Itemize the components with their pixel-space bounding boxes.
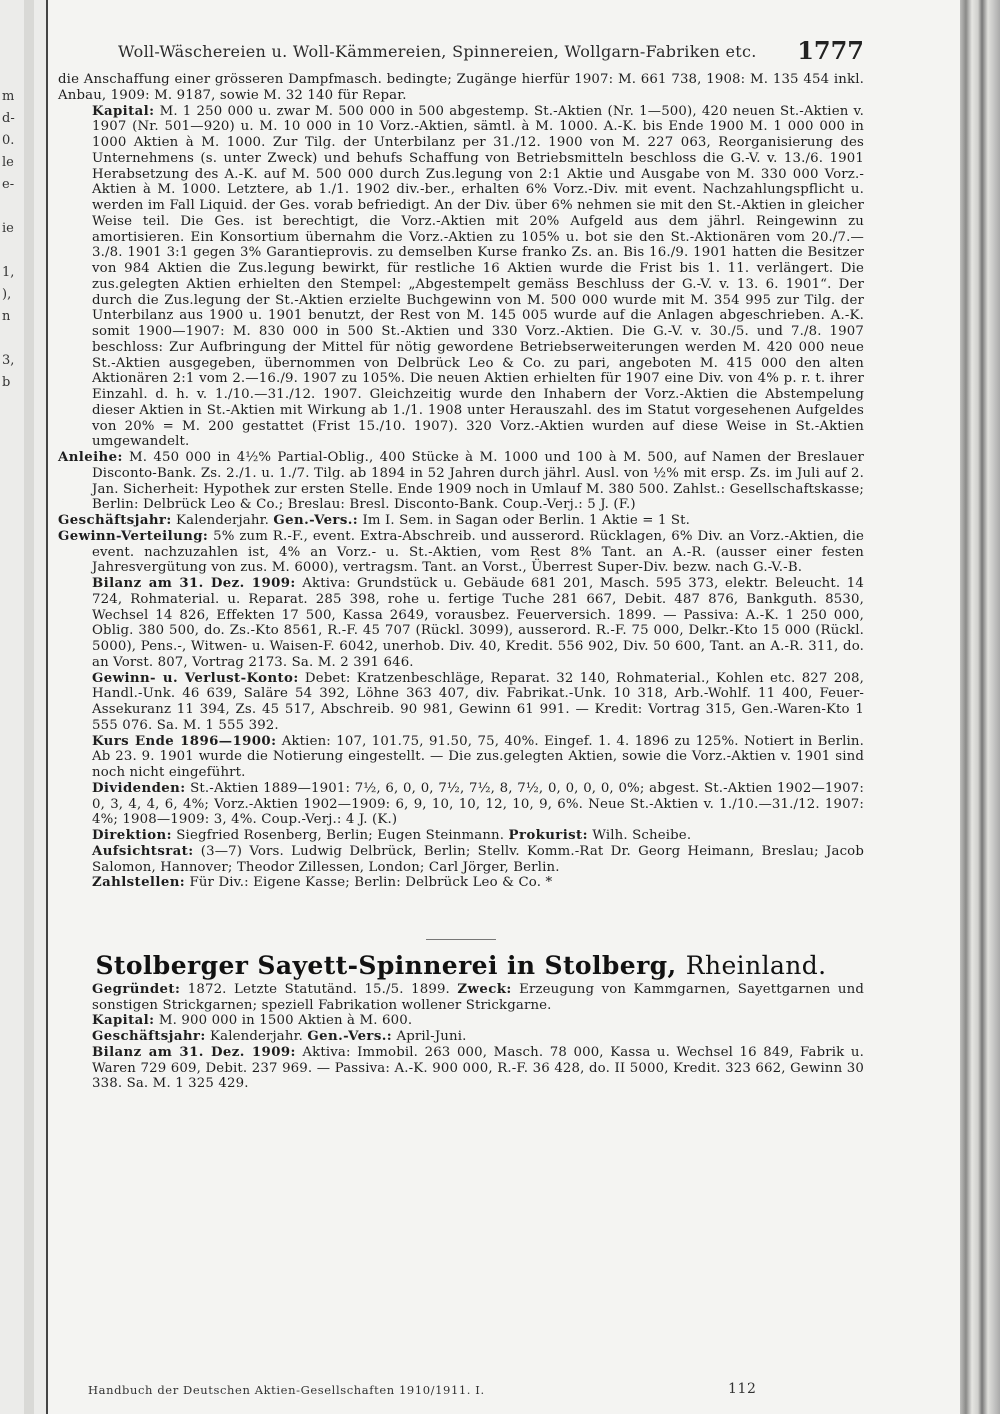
gegruendet-text: 1872. Letzte Statutänd. 15./5. 1899. [187, 981, 450, 997]
second-kapital-label: Kapital: [92, 1013, 155, 1029]
second-genvers-text: April-Juni. [396, 1029, 467, 1044]
right-page-edge [960, 0, 1000, 1414]
margin-fragment: 1, [2, 265, 15, 280]
company-name: Stolberger Sayett-Spinnerei in Stolberg, [95, 951, 677, 980]
gegruendet-label: Gegründet: [92, 981, 181, 997]
direktion-text: Siegfried Rosenberg, Berlin; Eugen Steinmann. [176, 828, 505, 843]
kurs-text: Aktien: 107, 101.75, 91.50, 75, 40%. Eingef. 1. 4. 1896 zu 125%. Notiert in Berlin. Ab 23. 9. 1901 wurde die Notierung eingestellt. — Die zus.gelegten Aktien, sowie die Vorz.-Aktien v. 1901 sind noch nicht eingeführt. [92, 733, 864, 780]
running-head [58, 32, 864, 72]
geschaeftsjahr-label: Geschäftsjahr: [58, 513, 172, 528]
dividenden-section [58, 781, 864, 828]
company-title [58, 951, 864, 980]
bilanz-section [58, 576, 864, 671]
kurs-section [58, 734, 864, 781]
bilanz-label: Bilanz am 31. Dez. 1909: [92, 576, 296, 591]
kapital-text: M. 1 250 000 u. zwar M. 500 000 in 500 abgestemp. St.-Aktien (Nr. 1—500), 420 neuen St.-Aktien v. 1907 (Nr. 501—920) u. M. 10 000 in 10 Vorz.-Aktien, sämtl. à M. 1000. A.-K. bis Ende 1900 M. 1 000 000 in 1000 Aktien à M. 1000. Zur Tilg. der Unterbilanz per 31./12. 1900 von M. 227 063, Reorganisierung des Unternehmens (s. unter Zweck) und behufs Schaffung von Betriebsmitteln beschloss die G.-V. v. 13./6. 1901 Herabsetzung des A.-K. auf M. 500 000 durch Zus.legung von 2:1 Aktie und Ausgabe von M. 330 000 Vorz.-Aktien à M. 1000. Letztere, ab 1./1. 1902 div.-ber., erhalten 6% Vorz.-Div. mit event. Nachzahlungspflicht u. werden im Fall Liquid. der Ges. vorab befriedigt. An der Div. über 6% nehmen sie mit den St.-Aktien in gleicher Weise teil. Die Ges. ist berechtigt, die Vorz.-Aktien mit 20% Aufgeld aus dem jährl. Reingewinn zu amortisieren. Ein Konsortium übernahm die Vorz.-Aktien zu 105% u. bot sie den St.-Aktionären vom 20./7.—3./8. 1901 3:1 gegen 3% Garantieprovis. zu demselben Kurse franko Zs. an. Bis 16./9. 1901 hatten die Besitzer von 984 Aktien die Zus.legung bewirkt, für restliche 16 Aktien wurde die Frist bis 1. 11. verlängert. Die zus.gelegten Aktien erhielten den Stempel: „Abgestempelt gemäss Beschluss der G.-V. v. 13. 6. 1901“. Der durch die Zus.legung der St.-Aktien erzielte Buchgewinn von M. 500 000 wurde mit M. 354 995 zur Tilg. der Unterbilanz aus 1900 u. 1901 benutzt, der Rest von M. 145 005 wurde auf die Anlagen abgeschrieben. A.-K. somit 1900—1907: M. 830 000 in 500 St.-Aktien und 330 Vorz.-Aktien. Die G.-V. v. 30./5. und 7./8. 1907 beschloss: Zur Aufbringung der Mittel für nötig gewordene Betriebserweiterungen werden M. 420 000 neue St.-Aktien ausgegeben, übernommen von Delbrück Leo & Co. zu pari, angeboten M. 415 000 den alten Aktionären 2:1 vom 2.—16./9. 1907 zu 105%. Die neuen Aktien erhielten für 1907 eine Div. von 4% p. r. t. ihrer Einzahl. d. h. v. 1./10.—31./12. 1907. Gleichzeitig wurde den Inhabern der Vorz.-Aktien die Abstempelung dieser Aktien in St.-Aktien mit Wirkung ab 1./1. 1908 unter Herauszahl. des im Statut vorgesehenen Aufgeldes von 20% = M. 200 gestattet (Frist 15./10. 1907). 320 Vorz.-Aktien wurden auf diese Weise in St.-Aktien umgewandelt. [92, 103, 864, 450]
genvers-label: Gen.-Vers.: [273, 513, 359, 528]
margin-fragments [2, 86, 24, 394]
margin-fragment: ), [2, 287, 12, 302]
page-content [58, 32, 864, 1092]
second-geschaeftsjahr-label: Geschäftsjahr: [92, 1029, 206, 1044]
second-geschaeftsjahr-text: Kalenderjahr. [210, 1029, 304, 1044]
left-page-edge [0, 0, 48, 1414]
dividenden-label: Dividenden: [92, 780, 186, 796]
gegruendet-section [58, 982, 864, 1014]
margin-fragment [2, 328, 24, 350]
page-number: 1777 [797, 36, 864, 65]
genvers-text: Im I. Sem. in Sagan oder Berlin. 1 Aktie = 1 St. [362, 513, 691, 528]
second-genvers-label: Gen.-Vers.: [307, 1029, 393, 1044]
margin-fragment: e- [2, 177, 15, 192]
zweck-text: Erzeugung von Kammgarnen, Sayettgarnen und sonstigen Strickgarnen; speziell Fabrikation wollener Strickgarne. [92, 981, 865, 1013]
dividenden-text: St.-Aktien 1889—1901: 7½, 6, 0, 0, 7½, 7½, 8, 7½, 0, 0, 0, 0, 0%; abgest. St.-Aktien 1902—1907: 0, 3, 4, 4, 6, 4%; Vorz.-Aktien 1902—1909: 6, 9, 10, 10, 12, 10, 9, 6%. Neue St.-Aktien v. 1./10.—31./12. 1907: 4%; 1908—1909: 3, 4%. Coup.-Verj.: 4 J. (K.) [92, 780, 864, 828]
margin-fragment: b [2, 375, 11, 390]
aufsichtsrat-section [58, 844, 864, 876]
guv-section [58, 671, 864, 734]
geschaeftsjahr-section [58, 513, 864, 529]
aufsichtsrat-text: (3—7) Vors. Ludwig Delbrück, Berlin; Stellv. Komm.-Rat Dr. Georg Heimann, Breslau; Jacob Salomon, Hannover; Theodor Zillessen, London; Carl Jörger, Berlin. [92, 843, 864, 875]
gewinnverteilung-section [58, 529, 864, 576]
margin-fragment: 0. [2, 133, 15, 148]
zahlstellen-label: Zahlstellen: [92, 875, 186, 891]
prokurist-text: Wilh. Scheibe. [592, 828, 692, 843]
margin-fragment [2, 196, 24, 218]
kurs-label: Kurs Ende 1896—1900: [92, 733, 277, 749]
left-binding-shadow [24, 0, 34, 1414]
margin-fragment [2, 240, 24, 262]
footer-book-title: Handbuch der Deutschen Aktien-Gesellschaften 1910/1911. I. [88, 1383, 485, 1397]
zahlstellen-text: Für Div.: Eigene Kasse; Berlin: Delbrück Leo & Co. * [189, 875, 553, 891]
second-bilanz-section [58, 1045, 864, 1092]
footer-signature: 112 [728, 1381, 757, 1397]
intro-paragraph [58, 72, 864, 104]
second-bilanz-label: Bilanz am 31. Dez. 1909: [92, 1044, 296, 1060]
prokurist-label: Prokurist: [508, 828, 588, 843]
margin-fragment: m [2, 89, 15, 104]
second-bilanz-text: Aktiva: Immobil. 263 000, Masch. 78 000, Kassa u. Wechsel 16 849, Fabrik u. Waren 729 609, Debit. 237 969. — Passiva: A.-K. 900 000, R.-F. 36 428, do. II 5000, Kredit. 323 662, Gewinn 30 338. Sa. M. 1 325 429. [92, 1044, 864, 1092]
aufsichtsrat-label: Aufsichtsrat: [92, 843, 194, 859]
company-place: Rheinland. [685, 951, 827, 980]
entry-body [58, 72, 864, 1092]
intro-text: die Anschaffung einer grösseren Dampfmasch. bedingte; Zugänge hierfür 1907: M. 661 738, 1908: M. 135 454 inkl. Anbau, 1909: M. 9187, sowie M. 32 140 für Repar. [58, 72, 864, 103]
guv-text: Debet: Kratzenbeschläge, Reparat. 32 140, Rohmaterial., Kohlen etc. 827 208, Handl.-Unk. 46 639, Saläre 54 392, Löhne 363 407, div. Fabrikat.-Unk. 10 318, Arb.-Wohlf. 11 400, Feuer-Assekuranz 11 394, Zs. 45 517, Abschreib. 90 981, Gewinn 61 991. — Kredit: Vortrag 315, Gen.-Waren-Kto 1 555 076. Sa. M. 1 555 392. [92, 670, 864, 733]
anleihe-label: Anleihe: [58, 450, 123, 465]
gewinnverteilung-text: 5% zum R.-F., event. Extra-Abschreib. und ausserord. Rücklagen, 6% Div. an Vorz.-Aktien, die event. nachzuzahlen ist, 4% an Vorz.- u. St.-Aktien, vom Rest 8% Tant. an A.-R. (ausser einer festen Jahresvergütung von zus. M. 6000), vertragsm. Tant. an Vorst., Überrest Super-Div. bezw. nach G.-V.-B. [92, 528, 864, 576]
page-footer [88, 1383, 808, 1397]
kapital-label: Kapital: [92, 103, 155, 119]
margin-fragment: n [2, 309, 11, 324]
second-kapital-text: M. 900 000 in 1500 Aktien à M. 600. [158, 1013, 413, 1029]
direktion-label: Direktion: [92, 828, 172, 843]
gewinnverteilung-label: Gewinn-Verteilung: [58, 528, 209, 544]
second-kapital-section [58, 1013, 864, 1029]
zweck-label: Zweck: [457, 981, 512, 997]
direktion-section [58, 828, 864, 844]
zahlstellen-section [58, 875, 864, 891]
kapital-section [58, 104, 864, 451]
second-geschaeftsjahr-section [58, 1029, 864, 1045]
margin-fragment: le [2, 155, 14, 170]
bilanz-text: Aktiva: Grundstück u. Gebäude 681 201, Masch. 595 373, elektr. Beleucht. 14 724, Rohmaterial. u. Reparat. 285 398, rohe u. fertige Tuche 281 667, Debit. 487 876, Bankguth. 8530, Wechsel 14 826, Effekten 17 500, Kassa 2649, vorausbez. Feuerversich. 1899. — Passiva: A.-K. 1 250 000, Oblig. 380 500, do. Zs.-Kto 8561, R.-F. 45 707 (Rückl. 3099), ausserord. R.-F. 75 000, Delkr.-Kto 15 000 (Rückl. 5000), Pens.-, Witwen- u. Waisen-F. 6042, unerhob. Div. 40, Kredit. 556 902, Div. 50 600, Tant. an A.-R. 311, do. an Vorst. 807, Vortrag 2173. Sa. M. 2 391 646. [92, 576, 864, 670]
geschaeftsjahr-text: Kalenderjahr. [176, 513, 270, 528]
guv-label: Gewinn- u. Verlust-Konto: [92, 670, 299, 686]
anleihe-text: M. 450 000 in 4½% Partial-Oblig., 400 Stücke à M. 1000 und 100 à M. 500, auf Namen der Breslauer Disconto-Bank. Zs. 2./1. u. 1./7. Tilg. ab 1894 in 52 Jahren durch jährl. Ausl. von ½% mit ersp. Zs. im Juli auf 2. Jan. Sicherheit: Hypothek zur ersten Stelle. Ende 1909 noch in Umlauf M. 380 500. Zahlst.: Gesellschaftskasse; Berlin: Delbrück Leo & Co.; Breslau: Bresl. Disconto-Bank. Coup.-Verj.: 5 J. (F.) [92, 450, 864, 513]
anleihe-section [58, 450, 864, 513]
section-divider [426, 939, 496, 940]
margin-fragment: d- [2, 111, 15, 126]
margin-fragment: ie [2, 221, 14, 236]
margin-fragment: 3, [2, 353, 15, 368]
running-title: Woll-Wäschereien u. Woll-Kämmereien, Spinnereien, Wollgarn-Fabriken etc. [118, 42, 757, 61]
